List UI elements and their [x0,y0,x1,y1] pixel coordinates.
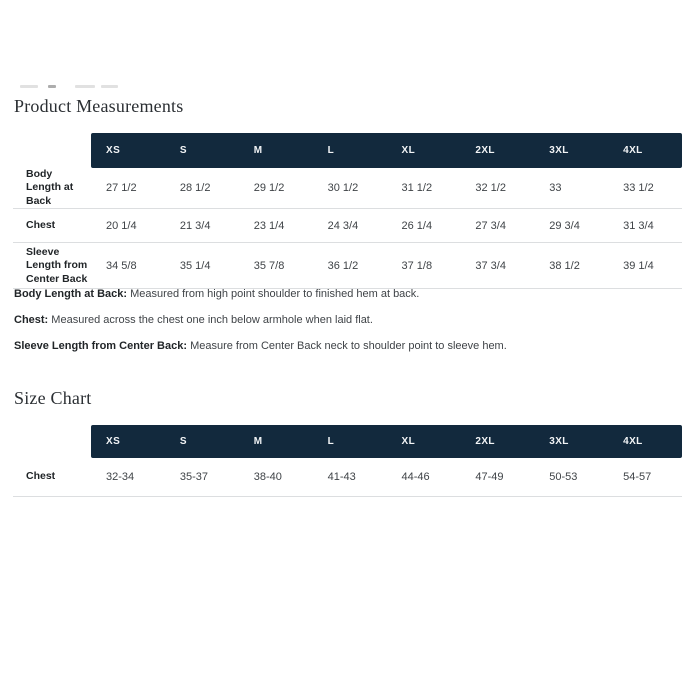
table-row-chest [13,209,682,243]
size-column-header-s: S [179,436,187,447]
size-column-header-xs: XS [106,436,121,447]
size-column-header-4xl: 4XL [623,436,643,447]
note-description: Measured across the chest one inch below armhole when laid flat. [51,314,373,326]
measurement-value: 29 3/4 [549,219,580,232]
measurement-value: 39 1/4 [623,259,654,272]
row-label: Body Length at Back [26,168,74,207]
measurement-value: 37 3/4 [475,259,506,272]
row-label: Chest [26,470,56,483]
size-range-value: 47-49 [475,471,504,483]
table-row-sleeve-length [13,243,682,289]
note-description: Measure from Center Back neck to shoulder point to sleeve hem. [190,340,507,352]
size-range-value: 32-34 [106,471,135,483]
measurement-value: 27 1/2 [106,182,137,195]
measurement-value: 37 1/8 [401,259,433,272]
cropped-text-fragment [20,85,38,88]
note-term: Body Length at Back: [14,288,128,300]
row-label: Sleeve Length from Center Back [26,245,88,285]
table-row-chest-range [13,458,682,497]
size-column-header-s: S [179,145,187,156]
measurement-value: 28 1/2 [179,182,211,195]
measurement-value: 24 3/4 [327,219,359,232]
measurement-value: 36 1/2 [327,259,359,272]
note-term: Sleeve Length from Center Back: [14,340,187,352]
product-measurements-table [13,133,682,289]
measurement-value: 35 1/4 [179,259,211,272]
size-column-header-2xl: 2XL [475,145,495,156]
measurement-value: 26 1/4 [401,219,433,232]
size-column-header-m: M [253,436,263,447]
measurement-note [14,340,684,353]
table-row-body-length [13,168,682,209]
measurement-value: 31 1/2 [401,182,433,195]
size-chart-header-row [91,425,682,458]
size-column-header-3xl: 3XL [549,436,569,447]
size-column-header-l: L [327,145,335,156]
measurement-value: 29 1/2 [253,182,285,195]
size-column-header-xs: XS [106,145,121,156]
size-column-header-4xl: 4XL [623,145,643,156]
measurement-value: 23 1/4 [253,219,285,232]
cropped-text-fragment [48,85,56,88]
size-range-value: 54-57 [623,471,652,483]
measurement-value: 32 1/2 [475,182,506,195]
note-description: Measured from high point shoulder to finished hem at back. [130,288,420,300]
measurement-value: 20 1/4 [106,219,137,232]
measurement-value: 38 1/2 [549,259,580,272]
size-column-header-l: L [327,436,335,447]
measurement-note [14,288,684,301]
measurement-value: 21 3/4 [179,219,211,232]
measurement-notes [14,288,684,366]
measurement-value: 33 1/2 [623,182,654,195]
product-measurements-title: Product Measurements [14,96,184,116]
size-range-value: 35-37 [179,471,209,483]
size-chart-table [13,425,682,497]
cropped-text-remnant [0,84,140,89]
size-column-header-m: M [253,145,263,156]
size-range-value: 41-43 [327,471,356,483]
measurement-value: 27 3/4 [475,219,506,232]
size-chart-title: Size Chart [14,388,92,408]
note-term: Chest: [14,314,49,326]
measurement-value: 35 7/8 [253,259,285,272]
row-label: Chest [26,219,56,232]
size-column-header-3xl: 3XL [549,145,569,156]
size-column-header-xl: XL [401,145,416,156]
measurements-header-row [91,133,682,168]
cropped-text-fragment [101,85,118,88]
measurement-value: 31 3/4 [623,219,654,232]
cropped-text-fragment [75,85,95,88]
size-range-value: 44-46 [401,471,430,483]
measurement-note [14,314,684,327]
size-column-header-2xl: 2XL [475,436,495,447]
size-range-value: 38-40 [253,471,282,483]
measurement-value: 30 1/2 [327,182,359,195]
size-range-value: 50-53 [549,471,578,483]
size-column-header-xl: XL [401,436,416,447]
measurement-value: 34 5/8 [106,259,137,272]
measurement-value: 33 [549,182,562,195]
